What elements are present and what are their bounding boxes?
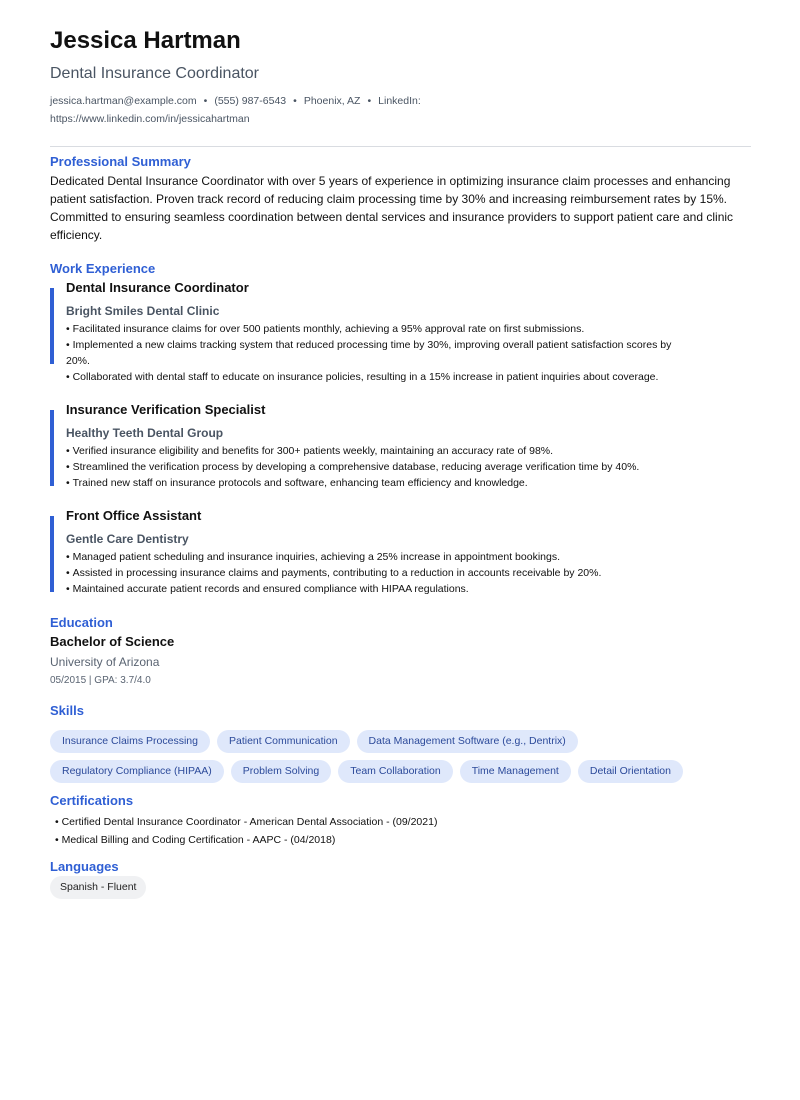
job-bullets: [66, 549, 706, 597]
job-company: Healthy Teeth Dental Group: [66, 426, 224, 440]
section-title-certifications: Certifications: [50, 793, 134, 808]
job-bullet: • Implemented a new claims tracking system that reduced processing time by 30%, improving overall patient satisfaction scores by 20%.: [66, 337, 686, 369]
contact-separator: •: [203, 95, 208, 107]
job-bullet: • Facilitated insurance claims for over 500 patients monthly, achieving a 95% approval rate on first submissions.: [66, 321, 686, 337]
job-title: Dental Insurance Coordinator: [66, 280, 249, 295]
job-bullets: [66, 321, 686, 385]
linkedin-label: LinkedIn:: [378, 95, 421, 107]
job-bullets: [66, 443, 706, 491]
section-title-education: Education: [50, 615, 113, 630]
job-bullet: • Maintained accurate patient records and ensured compliance with HIPAA regulations.: [66, 581, 706, 597]
section-title-summary: Professional Summary: [50, 154, 191, 169]
summary-text: Dedicated Dental Insurance Coordinator with over 5 years of experience in optimizing insurance claim processes and enhancing patient satisfaction. Proven track record of reducing claim processing time by 30% and increasing reimbursement rates by 15%. Committed to ensuring seamless coordination between dental services and insurance providers to support patient care and clinic efficiency.: [50, 174, 734, 242]
skill-chip: Detail Orientation: [578, 760, 683, 783]
job-company: Gentle Care Dentistry: [66, 532, 189, 546]
job-bullet: • Trained new staff on insurance protocols and software, enhancing team efficiency and knowledge.: [66, 475, 706, 491]
skill-chip: Data Management Software (e.g., Dentrix): [357, 730, 578, 753]
job-entry: [50, 508, 752, 595]
section-title-skills: Skills: [50, 703, 84, 718]
skills-row: [50, 730, 578, 753]
header-divider: [50, 146, 751, 147]
job-bullet: • Streamlined the verification process by developing a comprehensive database, reducing average verification time by 40%.: [66, 459, 706, 475]
job-title: Front Office Assistant: [66, 508, 202, 523]
job-title: Insurance Verification Specialist: [66, 402, 266, 417]
section-title-languages: Languages: [50, 859, 119, 874]
job-bullet: • Assisted in processing insurance claims and payments, contributing to a reduction in accounts receivable by 20%.: [66, 565, 706, 581]
job-entry: [50, 280, 752, 383]
skill-chip: Problem Solving: [231, 760, 331, 783]
skill-chip: Regulatory Compliance (HIPAA): [50, 760, 224, 783]
skill-chip: Team Collaboration: [338, 760, 452, 783]
certification-item: • Medical Billing and Coding Certification - AAPC - (04/2018): [55, 831, 437, 849]
candidate-name: Jessica Hartman: [50, 27, 241, 54]
skill-chip: Time Management: [460, 760, 571, 783]
job-bullet: • Collaborated with dental staff to educate on insurance policies, resulting in a 15% increase in patient inquiries about coverage.: [66, 369, 686, 385]
job-company: Bright Smiles Dental Clinic: [66, 304, 220, 318]
education-degree: Bachelor of Science: [50, 634, 175, 649]
certification-list: [55, 813, 437, 849]
job-bullet: • Verified insurance eligibility and benefits for 300+ patients weekly, maintaining an accuracy rate of 98%.: [66, 443, 706, 459]
email-link[interactable]: jessica.hartman@example.com: [50, 95, 197, 107]
contact-separator: •: [367, 95, 372, 107]
contact-info: [50, 92, 430, 128]
candidate-title: Dental Insurance Coordinator: [50, 65, 260, 82]
location: Phoenix, AZ: [303, 95, 361, 107]
contact-separator: •: [293, 95, 297, 107]
certification-item: • Certified Dental Insurance Coordinator - American Dental Association - (09/2021): [55, 813, 437, 831]
education-meta: 05/2015 | GPA: 3.7/4.0: [50, 675, 151, 686]
language-chip: Spanish - Fluent: [50, 876, 146, 899]
education-school: University of Arizona: [50, 655, 160, 669]
skill-chip: Patient Communication: [217, 730, 350, 753]
skill-chip: Insurance Claims Processing: [50, 730, 210, 753]
job-entry: [50, 402, 752, 489]
job-bullet: • Managed patient scheduling and insurance inquiries, achieving a 25% increase in appointment bookings.: [66, 549, 706, 565]
skills-row: [50, 760, 683, 783]
linkedin-link[interactable]: https://www.linkedin.com/in/jessicahartman: [50, 113, 250, 125]
section-title-experience: Work Experience: [50, 261, 156, 276]
phone-number: (555) 987-6543: [214, 95, 287, 107]
